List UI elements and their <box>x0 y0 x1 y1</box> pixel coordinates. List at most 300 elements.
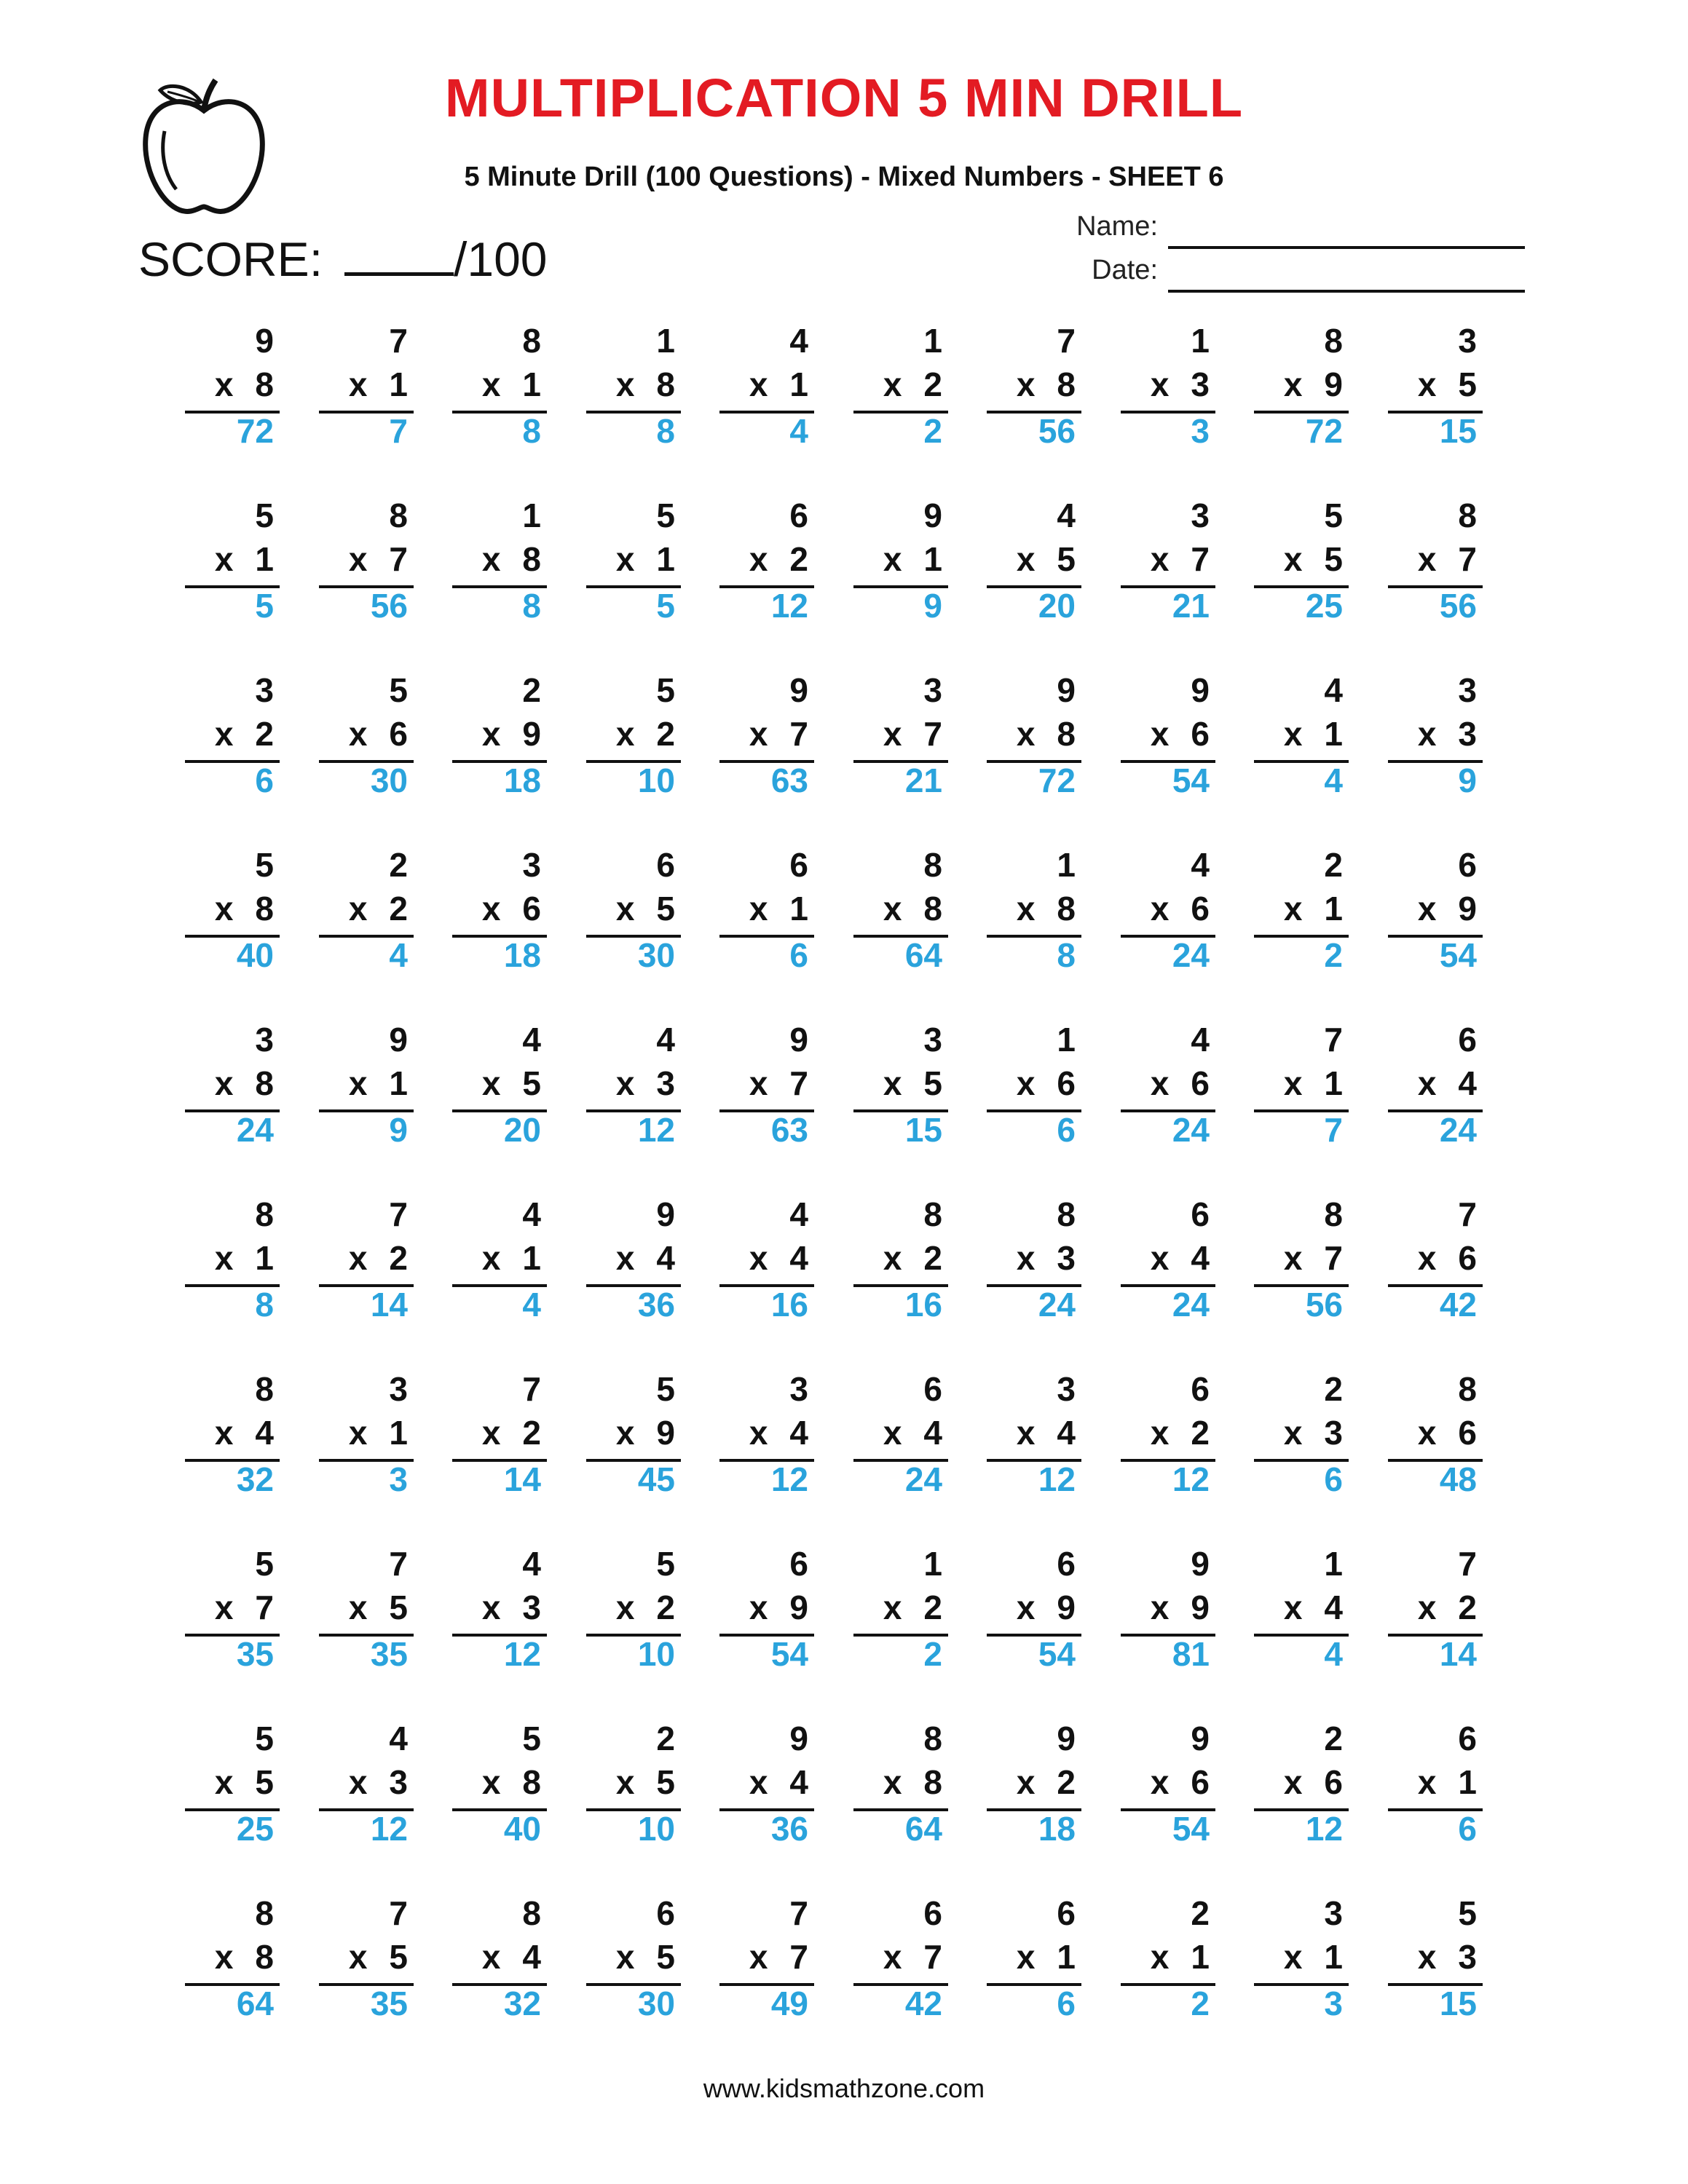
answer: 12 <box>370 1810 408 1848</box>
answer: 12 <box>503 1635 541 1673</box>
multiplicand: 5 <box>255 496 274 534</box>
multiplicand: 3 <box>1191 496 1210 534</box>
problem <box>1388 670 1483 801</box>
times-sign: x <box>1417 1064 1437 1102</box>
times-sign: x <box>481 540 501 578</box>
multiplicand: 1 <box>656 322 675 360</box>
problem <box>1388 1543 1483 1674</box>
problem <box>1121 1369 1215 1500</box>
multiplier-line <box>215 1587 274 1628</box>
multiplicand: 6 <box>1191 1370 1210 1408</box>
multiplier: 3 <box>1458 1938 1477 1976</box>
multiplier-line <box>482 1412 541 1453</box>
multiplicand: 6 <box>1458 846 1477 884</box>
answer: 6 <box>1057 1111 1076 1149</box>
multiplier-line <box>1151 888 1210 929</box>
multiplier-line <box>1017 1762 1076 1803</box>
problem <box>853 1019 948 1150</box>
problem <box>185 844 280 976</box>
answer: 8 <box>255 1286 274 1324</box>
times-sign: x <box>214 1064 234 1102</box>
answer: 16 <box>770 1286 808 1324</box>
answer: 24 <box>1172 1111 1210 1149</box>
problem <box>1388 1893 1483 2024</box>
problem <box>319 1718 414 1849</box>
times-sign: x <box>1283 1938 1303 1976</box>
multiplier: 2 <box>389 890 408 927</box>
answer: 2 <box>1324 936 1343 974</box>
times-sign: x <box>749 540 768 578</box>
multiplier: 6 <box>1324 1763 1343 1801</box>
multiplier-line <box>883 364 942 405</box>
times-sign: x <box>749 1064 768 1102</box>
multiplier-line <box>349 1762 408 1803</box>
answer: 35 <box>370 1985 408 2022</box>
answer: 54 <box>1172 1810 1210 1848</box>
times-sign: x <box>348 365 368 403</box>
times-sign: x <box>1150 1064 1170 1102</box>
multiplier-line <box>883 1063 942 1104</box>
times-sign: x <box>214 1938 234 1976</box>
multiplicand: 1 <box>1057 1021 1076 1059</box>
problem <box>987 1369 1081 1500</box>
multiplier: 1 <box>1324 1938 1343 1976</box>
answer: 72 <box>1305 412 1343 450</box>
times-sign: x <box>1016 1588 1036 1626</box>
multiplier-line <box>349 1063 408 1104</box>
multiplicand: 9 <box>656 1195 675 1233</box>
multiplier-line <box>1017 1412 1076 1453</box>
multiplier: 8 <box>923 890 942 927</box>
multiplier: 8 <box>923 1763 942 1801</box>
multiplicand: 8 <box>522 1894 541 1932</box>
answer: 4 <box>522 1286 541 1324</box>
multiplier-line <box>883 713 942 754</box>
multiplicand: 7 <box>389 1545 408 1583</box>
multiplier: 5 <box>923 1064 942 1102</box>
multiplier-line <box>482 1238 541 1278</box>
multiplier: 7 <box>789 715 808 753</box>
times-sign: x <box>1283 365 1303 403</box>
times-sign: x <box>1150 1763 1170 1801</box>
times-sign: x <box>1016 1239 1036 1277</box>
multiplier-line <box>883 1412 942 1453</box>
multiplier-line <box>1418 1063 1477 1104</box>
problem <box>185 1369 280 1500</box>
times-sign: x <box>481 1938 501 1976</box>
times-sign: x <box>1417 1239 1437 1277</box>
multiplier: 7 <box>923 1938 942 1976</box>
times-sign: x <box>1150 365 1170 403</box>
multiplier-line <box>616 364 675 405</box>
times-sign: x <box>1150 715 1170 753</box>
multiplier-line <box>1418 1412 1477 1453</box>
answer: 12 <box>1172 1460 1210 1498</box>
multiplicand: 3 <box>1057 1370 1076 1408</box>
multiplier: 6 <box>1191 1763 1210 1801</box>
score-blank[interactable] <box>344 236 454 276</box>
problem <box>1121 844 1215 976</box>
answer: 7 <box>389 412 408 450</box>
page-subtitle: 5 Minute Drill (100 Questions) - Mixed Numbers - SHEET 6 <box>464 162 1224 192</box>
multiplier: 4 <box>522 1938 541 1976</box>
multiplicand: 8 <box>923 1195 942 1233</box>
multiplicand: 9 <box>789 1021 808 1059</box>
multiplier-line <box>482 1762 541 1803</box>
multiplier-line <box>749 1063 808 1104</box>
multiplier-line <box>883 1762 942 1803</box>
multiplicand: 5 <box>656 1545 675 1583</box>
problem <box>586 1893 681 2024</box>
problem <box>185 1019 280 1150</box>
problem <box>719 1893 814 2024</box>
problem <box>452 1718 547 1849</box>
multiplier: 2 <box>255 715 274 753</box>
problem <box>452 495 547 626</box>
multiplier: 8 <box>1057 365 1076 403</box>
answer: 15 <box>1439 412 1477 450</box>
answer: 15 <box>904 1111 942 1149</box>
problem <box>452 844 547 976</box>
multiplier-line <box>215 888 274 929</box>
multiplier: 6 <box>1458 1414 1477 1452</box>
problem <box>1121 495 1215 626</box>
multiplier: 7 <box>389 540 408 578</box>
multiplier-line <box>1017 364 1076 405</box>
answer: 54 <box>1172 761 1210 799</box>
multiplicand: 3 <box>1458 671 1477 709</box>
problem <box>586 1369 681 1500</box>
multiplicand: 8 <box>1324 1195 1343 1233</box>
multiplier: 9 <box>1191 1588 1210 1626</box>
times-sign: x <box>1150 1414 1170 1452</box>
answer: 24 <box>236 1111 274 1149</box>
times-sign: x <box>1150 540 1170 578</box>
multiplier: 1 <box>255 540 274 578</box>
multiplier-line <box>1151 1063 1210 1104</box>
problem <box>319 670 414 801</box>
problem <box>987 670 1081 801</box>
multiplicand: 9 <box>923 496 942 534</box>
date-label: Date: <box>1092 255 1158 285</box>
answer: 3 <box>389 1460 408 1498</box>
times-sign: x <box>883 1763 902 1801</box>
times-sign: x <box>348 1763 368 1801</box>
multiplier: 4 <box>789 1239 808 1277</box>
multiplier: 9 <box>656 1414 675 1452</box>
multiplicand: 4 <box>522 1195 541 1233</box>
answer: 6 <box>1458 1810 1477 1848</box>
multiplier: 9 <box>1324 365 1343 403</box>
answer: 54 <box>1038 1635 1076 1673</box>
times-sign: x <box>1283 1763 1303 1801</box>
multiplier-line <box>749 1587 808 1628</box>
multiplier-line <box>1284 1412 1343 1453</box>
answer: 35 <box>370 1635 408 1673</box>
problem <box>185 1194 280 1325</box>
multiplier: 4 <box>255 1414 274 1452</box>
answer: 3 <box>1191 412 1210 450</box>
times-sign: x <box>348 715 368 753</box>
answer: 24 <box>1038 1286 1076 1324</box>
date-field[interactable] <box>1168 290 1525 293</box>
multiplicand: 8 <box>255 1894 274 1932</box>
answer: 2 <box>1191 1985 1210 2022</box>
multiplier-line <box>215 1238 274 1278</box>
problem <box>987 1718 1081 1849</box>
times-sign: x <box>1417 365 1437 403</box>
answer: 18 <box>503 936 541 974</box>
multiplier-line <box>616 539 675 579</box>
answer: 10 <box>637 761 675 799</box>
problem <box>319 1369 414 1500</box>
answer: 6 <box>1057 1985 1076 2022</box>
answer: 56 <box>1305 1286 1343 1324</box>
answer: 12 <box>1038 1460 1076 1498</box>
multiplier-line <box>215 1936 274 1977</box>
problem <box>185 670 280 801</box>
multiplier: 7 <box>1324 1239 1343 1277</box>
multiplicand: 4 <box>1324 671 1343 709</box>
answer: 12 <box>1305 1810 1343 1848</box>
multiplier: 3 <box>1324 1414 1343 1452</box>
multiplier: 7 <box>789 1938 808 1976</box>
multiplicand: 3 <box>1324 1894 1343 1932</box>
answer: 54 <box>1439 936 1477 974</box>
answer: 30 <box>637 936 675 974</box>
multiplier-line <box>1017 1936 1076 1977</box>
multiplicand: 3 <box>923 1021 942 1059</box>
times-sign: x <box>749 1938 768 1976</box>
multiplier: 1 <box>1324 1064 1343 1102</box>
problem <box>1121 320 1215 451</box>
problem <box>1388 1194 1483 1325</box>
multiplicand: 7 <box>389 1195 408 1233</box>
multiplicand: 7 <box>1324 1021 1343 1059</box>
answer: 30 <box>370 761 408 799</box>
problem <box>1254 320 1349 451</box>
problem <box>185 320 280 451</box>
answer: 56 <box>1038 412 1076 450</box>
problem <box>586 1543 681 1674</box>
answer: 4 <box>1324 761 1343 799</box>
multiplier-line <box>1151 1762 1210 1803</box>
multiplier: 4 <box>1057 1414 1076 1452</box>
multiplicand: 2 <box>1324 846 1343 884</box>
answer: 21 <box>1172 587 1210 625</box>
multiplier: 2 <box>389 1239 408 1277</box>
multiplicand: 3 <box>255 671 274 709</box>
multiplicand: 8 <box>1458 1370 1477 1408</box>
multiplicand: 9 <box>789 671 808 709</box>
multiplicand: 4 <box>789 1195 808 1233</box>
multiplier-line <box>883 888 942 929</box>
multiplier: 2 <box>923 365 942 403</box>
answer: 56 <box>1439 587 1477 625</box>
multiplicand: 2 <box>1191 1894 1210 1932</box>
multiplier: 7 <box>1458 540 1477 578</box>
multiplicand: 5 <box>1458 1894 1477 1932</box>
problem <box>987 844 1081 976</box>
times-sign: x <box>348 1588 368 1626</box>
multiplicand: 6 <box>923 1894 942 1932</box>
times-sign: x <box>883 1064 902 1102</box>
multiplicand: 4 <box>1057 496 1076 534</box>
multiplier: 6 <box>522 890 541 927</box>
multiplier: 6 <box>1191 890 1210 927</box>
multiplier: 2 <box>789 540 808 578</box>
problem <box>1121 1893 1215 2024</box>
problem <box>319 1543 414 1674</box>
answer: 9 <box>923 587 942 625</box>
multiplier-line <box>482 1587 541 1628</box>
multiplier: 7 <box>255 1588 274 1626</box>
multiplier-line <box>482 364 541 405</box>
answer: 4 <box>389 936 408 974</box>
problem <box>185 1543 280 1674</box>
times-sign: x <box>1283 1239 1303 1277</box>
answer: 6 <box>1324 1460 1343 1498</box>
multiplicand: 6 <box>789 1545 808 1583</box>
multiplier-line <box>1418 713 1477 754</box>
multiplier: 3 <box>522 1588 541 1626</box>
multiplicand: 9 <box>1057 671 1076 709</box>
times-sign: x <box>348 540 368 578</box>
multiplier: 1 <box>1057 1938 1076 1976</box>
answer: 2 <box>923 412 942 450</box>
problem <box>1254 1194 1349 1325</box>
footer-url: www.kidsmathzone.com <box>703 2073 985 2103</box>
multiplier: 8 <box>255 1064 274 1102</box>
problem <box>586 670 681 801</box>
times-sign: x <box>1283 1588 1303 1626</box>
problem <box>319 495 414 626</box>
answer: 8 <box>656 412 675 450</box>
times-sign: x <box>1283 1414 1303 1452</box>
multiplier-line <box>482 1063 541 1104</box>
multiplier: 1 <box>656 540 675 578</box>
multiplier-line <box>215 364 274 405</box>
problem <box>452 320 547 451</box>
multiplier: 2 <box>1458 1588 1477 1626</box>
times-sign: x <box>481 365 501 403</box>
multiplier: 9 <box>789 1588 808 1626</box>
multiplier: 7 <box>923 715 942 753</box>
multiplicand: 6 <box>656 846 675 884</box>
multiplier: 1 <box>255 1239 274 1277</box>
multiplier-line <box>1284 1238 1343 1278</box>
problem <box>853 1194 948 1325</box>
problem <box>853 1893 948 2024</box>
name-field[interactable] <box>1168 246 1525 249</box>
multiplicand: 1 <box>1057 846 1076 884</box>
problem <box>853 1718 948 1849</box>
multiplicand: 9 <box>789 1720 808 1757</box>
multiplier-line <box>1284 1762 1343 1803</box>
multiplier-line <box>883 539 942 579</box>
times-sign: x <box>615 715 635 753</box>
multiplier: 1 <box>1324 715 1343 753</box>
times-sign: x <box>214 1588 234 1626</box>
multiplier: 9 <box>1057 1588 1076 1626</box>
multiplicand: 6 <box>789 496 808 534</box>
multiplicand: 8 <box>1057 1195 1076 1233</box>
problem <box>319 1194 414 1325</box>
problem <box>1121 1718 1215 1849</box>
name-label: Name: <box>1076 211 1158 242</box>
problem <box>586 1194 681 1325</box>
multiplier: 4 <box>923 1414 942 1452</box>
times-sign: x <box>883 1938 902 1976</box>
times-sign: x <box>883 890 902 927</box>
times-sign: x <box>481 1239 501 1277</box>
multiplier: 3 <box>389 1763 408 1801</box>
score-area <box>138 232 548 287</box>
multiplicand: 2 <box>656 1720 675 1757</box>
answer: 5 <box>255 587 274 625</box>
multiplier-line <box>1418 1936 1477 1977</box>
multiplier: 2 <box>522 1414 541 1452</box>
problem <box>987 1893 1081 2024</box>
multiplier-line <box>215 1412 274 1453</box>
problem <box>987 1194 1081 1325</box>
multiplier: 6 <box>389 715 408 753</box>
multiplier: 1 <box>923 540 942 578</box>
multiplicand: 6 <box>656 1894 675 1932</box>
times-sign: x <box>615 1239 635 1277</box>
multiplicand: 1 <box>522 496 541 534</box>
multiplier: 2 <box>656 1588 675 1626</box>
problem <box>719 844 814 976</box>
times-sign: x <box>1150 890 1170 927</box>
multiplier-line <box>349 364 408 405</box>
multiplier-line <box>1017 1238 1076 1278</box>
problem <box>1388 844 1483 976</box>
multiplicand: 2 <box>1324 1720 1343 1757</box>
multiplicand: 7 <box>389 322 408 360</box>
times-sign: x <box>749 890 768 927</box>
multiplier: 3 <box>1458 715 1477 753</box>
answer: 20 <box>503 1111 541 1149</box>
multiplier: 2 <box>923 1588 942 1626</box>
multiplier: 5 <box>656 1763 675 1801</box>
problem <box>452 1893 547 2024</box>
multiplier-line <box>749 1238 808 1278</box>
answer: 14 <box>370 1286 408 1324</box>
multiplier-line <box>749 888 808 929</box>
answer: 42 <box>904 1985 942 2022</box>
answer: 42 <box>1439 1286 1477 1324</box>
multiplicand: 5 <box>389 671 408 709</box>
problem <box>1254 670 1349 801</box>
multiplicand: 5 <box>656 671 675 709</box>
times-sign: x <box>615 540 635 578</box>
answer: 10 <box>637 1810 675 1848</box>
multiplicand: 4 <box>522 1021 541 1059</box>
multiplier: 3 <box>1057 1239 1076 1277</box>
multiplicand: 4 <box>1191 846 1210 884</box>
multiplier: 4 <box>656 1239 675 1277</box>
times-sign: x <box>348 1414 368 1452</box>
multiplier-line <box>1284 1063 1343 1104</box>
times-sign: x <box>1283 540 1303 578</box>
problem <box>719 320 814 451</box>
multiplier-line <box>1151 1587 1210 1628</box>
problem <box>853 320 948 451</box>
problem <box>719 670 814 801</box>
answer: 72 <box>236 412 274 450</box>
answer: 18 <box>503 761 541 799</box>
